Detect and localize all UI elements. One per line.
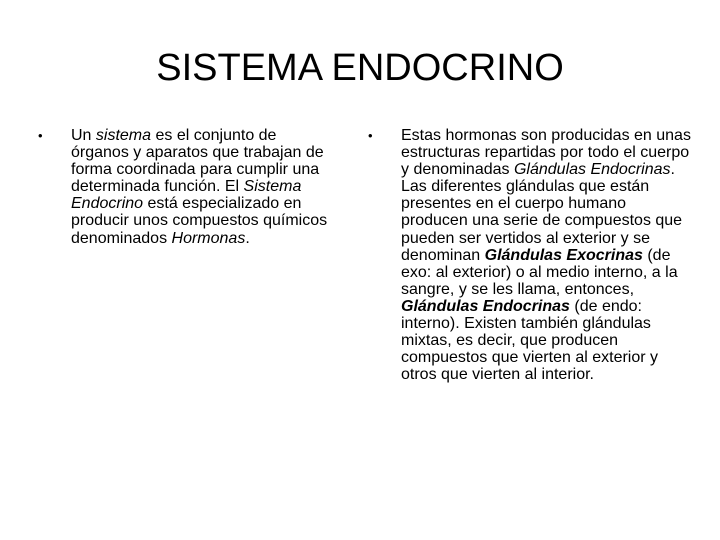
left-paragraph bbox=[71, 127, 331, 247]
bullet-marker: • bbox=[38, 128, 43, 143]
emphasis-sistema: sistema bbox=[95, 127, 152, 144]
slide-title: SISTEMA ENDOCRINO bbox=[156, 47, 564, 89]
text-run: . Las diferentes glándulas que están presentes en el cuerpo humano producen una serie de compuestos que pueden ser vertidos al exterior y se denominan bbox=[401, 161, 683, 264]
emphasis-hormonas: Hormonas bbox=[171, 229, 246, 247]
text-run: . bbox=[245, 229, 250, 247]
text-run: está especializado en producir unos compuestos químicos denominados bbox=[71, 195, 328, 247]
emphasis-glandulas-endocrinas: Glándulas Endocrinas bbox=[401, 297, 570, 315]
text-run: Estas hormonas son producidas en unas estructuras repartidas por todo el cuerpo y denominadas bbox=[401, 127, 691, 179]
text-run: es el conjunto de órganos y aparatos que trabajan de forma coordinada para cumplir una determinada función. El bbox=[71, 127, 324, 196]
emphasis-glandulas-endocrinas: Glándulas Endocrinas bbox=[513, 161, 671, 179]
emphasis-glandulas-exocrinas: Glándulas Exocrinas bbox=[484, 246, 643, 264]
emphasis-sistema-endocrino: Sistema Endocrino bbox=[71, 178, 302, 213]
right-paragraph bbox=[401, 127, 691, 383]
text-run: (de endo: interno). Existen también glándulas mixtas, es decir, que producen compuestos que vierten al exterior y otros que vierten al interior. bbox=[401, 297, 659, 384]
text-run: (de exo: al exterior) o al medio interno, a la sangre, y se les llama, entonces, bbox=[401, 246, 678, 298]
text-run: Un bbox=[71, 127, 96, 144]
bullet-marker: • bbox=[368, 128, 373, 143]
